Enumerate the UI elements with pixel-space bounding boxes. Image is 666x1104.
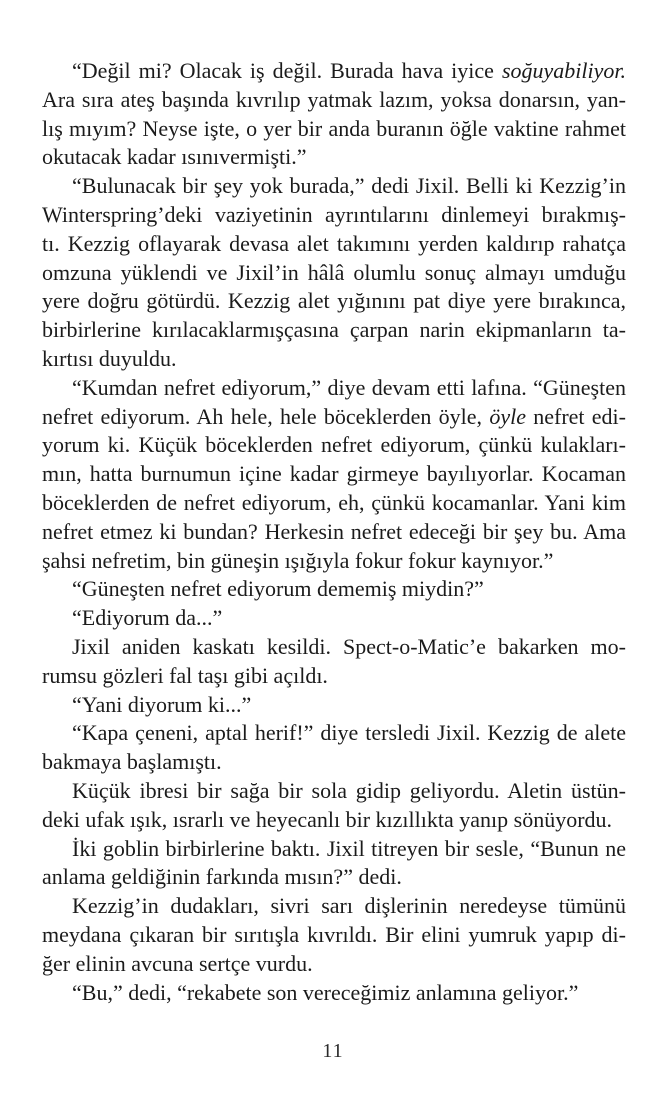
paragraph [42,719,626,777]
text-line: Jixil aniden kaskatı kesildi. Spect-o-Matic’e bakarken mo- [72,633,626,659]
paragraph [42,979,626,1008]
text-line: “Ediyorum da...” [72,605,223,631]
text-line: nefret ediyorum. Ah hele, hele böceklerden öyle, öyle nefret edi- [42,403,626,429]
text-line: böceklerden de nefret ediyorum, eh, çünkü kocamanlar. Yani kim [42,489,626,515]
paragraph [42,892,626,978]
text-line: yere doğru götürdü. Kezzig alet yığınını pat diye yere bırakınca, [42,288,626,314]
text-line: nefret etmez ki bundan? Herkesin nefret edeceği bir şey bu. Ama [42,518,626,544]
text-line: rumsu gözleri fal taşı gibi açıldı. [42,662,328,688]
paragraph [42,633,626,691]
text-line: okutacak kadar ısınıvermişti.” [42,144,307,170]
text-line: bakmaya başlamıştı. [42,749,222,775]
text-line: “Değil mi? Olacak iş değil. Burada hava iyice soğuyabiliyor. [72,58,626,83]
paragraph [42,777,626,835]
text-line: kırtısı duyuldu. [42,345,177,371]
text-line: ğer elinin avcuna sertçe vurdu. [42,950,313,976]
text-line: deki ufak ışık, ısrarlı ve heyecanlı bir kızıllıkta yanıp sönüyordu. [42,806,613,832]
text-line: “Güneşten nefret ediyorum dememiş miydin?” [72,576,484,602]
paragraph [42,57,626,172]
text-line: Küçük ibresi bir sağa bir sola gidip geliyordu. Aletin üstün- [72,777,626,803]
text-line: birbirlerine kırılacaklarmışçasına çarpan narin ekipmanların ta- [42,317,626,343]
text-line: yorum ki. Küçük böceklerden nefret ediyorum, çünkü kulakları- [42,432,626,458]
text-line: Ara sıra ateş başında kıvrılıp yatmak lazım, yoksa donarsın, yan- [42,86,626,112]
text-line: mın, hatta burnumun içine kadar girmeye bayılıyorlar. Kocaman [42,461,626,487]
text-line: “Kumdan nefret ediyorum,” diye devam etti lafına. “Güneşten [72,374,626,400]
text-line: Winterspring’deki vaziyetinin ayrıntılarını dinlemeyi bırakmış- [42,201,626,227]
paragraph [42,604,626,633]
text-line: lış mıyım? Neyse işte, o yer bir anda buranın öğle vaktine rahmet [42,115,626,141]
text-line: omzuna yüklendi ve Jixil’in hâlâ olumlu sonuç almayı umduğu [42,259,626,285]
text-line: tı. Kezzig oflayarak devasa alet takımını yerden kaldırıp rahatça [42,230,626,256]
paragraph [42,575,626,604]
text-line: “Yani diyorum ki...” [72,691,252,717]
text-line: İki goblin birbirlerine baktı. Jixil titreyen bir sesle, “Bunun ne [72,835,626,861]
paragraph [42,374,626,576]
paragraph [42,835,626,893]
text-line: meydana çıkaran bir sırıtışla kıvrıldı. Bir elini yumruk yapıp di- [42,921,626,947]
text-line: “Kapa çeneni, aptal herif!” diye tersledi Jixil. Kezzig de alete [72,720,626,746]
text-line: şahsi nefretim, bin güneşin ışığıyla fokur fokur kaynıyor.” [42,547,554,573]
page-number: 11 [322,1040,344,1062]
text-line: “Bulunacak bir şey yok burada,” dedi Jixil. Belli ki Kezzig’in [72,173,626,199]
text-block [42,57,626,1007]
text-line: “Bu,” dedi, “rekabete son vereceğimiz anlamına geliyor.” [72,979,579,1005]
paragraph [42,691,626,720]
text-line: anlama geldiğinin farkında mısın?” dedi. [42,864,402,890]
text-line: Kezzig’in dudakları, sivri sarı dişlerinin neredeyse tümünü [72,893,626,919]
paragraph [42,172,626,374]
